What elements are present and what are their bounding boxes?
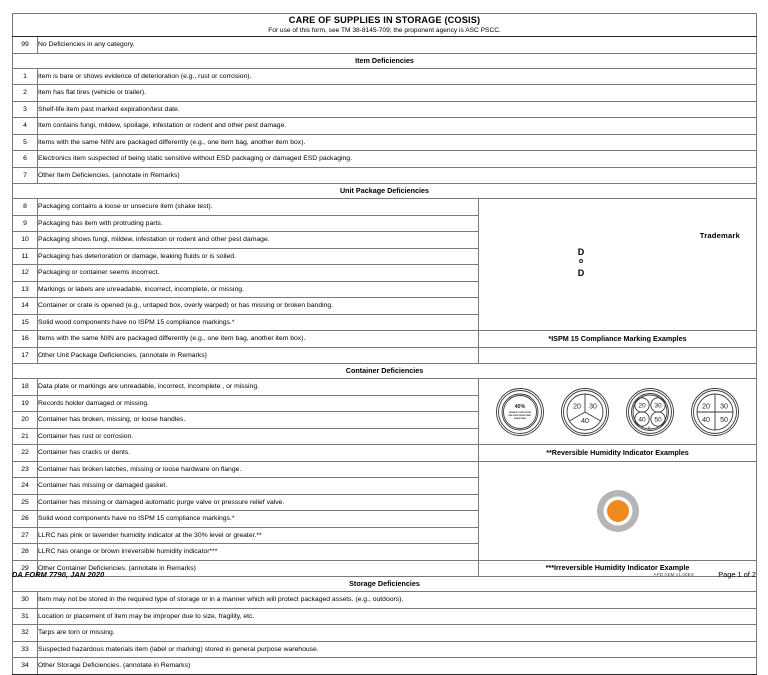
row-description[interactable]: No Deficiencies in any category.: [38, 37, 757, 54]
section-heading: Item Deficiencies: [13, 53, 757, 68]
form-title-cell: [13, 14, 757, 37]
section-heading: Unit Package Deficiencies: [13, 184, 757, 199]
row-number[interactable]: 20: [13, 412, 38, 429]
svg-text:40: 40: [580, 417, 589, 425]
humidity-indicator-2-icon: [556, 387, 614, 437]
row-description[interactable]: Container or crate is opened (e.g., untaped box, overly warped) or has missing or broken banding.: [38, 298, 479, 315]
form-title: CARE OF SUPPLIES IN STORAGE (COSIS): [288, 15, 481, 25]
row-number[interactable]: 16: [13, 331, 38, 348]
row-number[interactable]: 17: [13, 347, 38, 364]
row-number[interactable]: 31: [13, 608, 38, 625]
row-description[interactable]: Packaging has deterioration or damage, leaking fluids or is soiled.: [38, 248, 479, 265]
row-number[interactable]: 34: [13, 658, 38, 675]
form-footer: [12, 570, 756, 584]
row-number[interactable]: 22: [13, 445, 38, 462]
row-description[interactable]: Location or placement of item may be improper due to size, fragility, etc.: [38, 608, 757, 625]
row-description[interactable]: Data plate or markings are unreadable, incorrect, incomplete , or missing.: [38, 379, 479, 396]
row-number[interactable]: 3: [13, 101, 38, 118]
dod-letter-o: o: [578, 258, 584, 265]
row-number[interactable]: 23: [13, 461, 38, 478]
ispm-graphic-panel: [479, 199, 757, 331]
humidity-indicator-4-icon: [686, 387, 744, 437]
row-description[interactable]: Item has flat tires (vehicle or trailer).: [38, 85, 757, 102]
row-number[interactable]: 6: [13, 151, 38, 168]
humidity-indicator-3-icon: [621, 387, 679, 437]
row-number[interactable]: 14: [13, 298, 38, 315]
row-description[interactable]: Suspected hazardous materials item (label or marking) stored in general purpose warehouse.: [38, 641, 757, 658]
graphic-spacer: [479, 347, 757, 364]
row-description[interactable]: Container has missing or damaged automatic purge valve or pressure relief valve.: [38, 494, 479, 511]
row-number[interactable]: 29: [13, 560, 38, 577]
row-description[interactable]: Shelf-life item past marked expiration/test date.: [38, 101, 757, 118]
svg-text:40: 40: [702, 416, 711, 424]
irreversible-humidity-caption: ***Irreversible Humidity Indicator Example: [479, 560, 757, 577]
irreversible-humidity-panel: [479, 461, 757, 560]
section-heading: Storage Deficiencies: [13, 577, 757, 592]
row-description[interactable]: Other Item Deficiencies. (annotate in Remarks): [38, 167, 757, 184]
row-description[interactable]: Items with the same NIIN are packaged differently (e.g., one item bag, another item box).: [38, 134, 757, 151]
row-number[interactable]: 8: [13, 199, 38, 216]
row-description[interactable]: Electronics item suspected of being static sensitive without ESD packaging or damaged ESD packaging.: [38, 151, 757, 168]
row-description[interactable]: Container has cracks or dents.: [38, 445, 479, 462]
row-description[interactable]: Packaging or container seems incorrect.: [38, 265, 479, 282]
row-description[interactable]: Other Container Deficiencies. (annotate in Remarks): [38, 560, 479, 577]
row-number[interactable]: 4: [13, 118, 38, 135]
ispm-caption: *ISPM 15 Compliance Marking Examples: [479, 331, 757, 348]
svg-text:HUMIDITY INDICATOR: HUMIDITY INDICATOR: [508, 411, 531, 414]
row-description[interactable]: LLRC has orange or brown irreversible humidity indicator***: [38, 544, 479, 561]
dod-letter-d-top: D: [577, 246, 585, 257]
row-description[interactable]: Tarps are torn or missing.: [38, 625, 757, 642]
svg-text:20: 20: [572, 403, 581, 410]
reversible-humidity-panel: [479, 379, 757, 445]
row-description[interactable]: Container has broken latches, missing or loose hardware on flange.: [38, 461, 479, 478]
row-description[interactable]: Item may not be stored in the required type of storage or in a manner which will protect packaged assets. (e.g., outdoors).: [38, 592, 757, 609]
row-number[interactable]: 25: [13, 494, 38, 511]
svg-text:30: 30: [720, 403, 729, 410]
row-number[interactable]: 15: [13, 314, 38, 331]
form-id-label: DA FORM 7790, JAN 2020: [12, 570, 105, 579]
reversible-humidity-caption: **Reversible Humidity Indicator Examples: [479, 445, 757, 462]
row-description[interactable]: Item is bare or shows evidence of deterioration (e.g., rust or corrosion).: [38, 68, 757, 85]
page-number-label: Page 1 of 2: [718, 570, 756, 579]
svg-text:20: 20: [702, 403, 711, 410]
row-description[interactable]: Other Storage Deficiencies. (annotate in Remarks): [38, 658, 757, 675]
row-description[interactable]: Packaging has item with protruding parts.: [38, 215, 479, 232]
row-description[interactable]: Container has rust or corrosion.: [38, 428, 479, 445]
dod-mark: [575, 247, 587, 279]
humidity-indicator-1-icon: [491, 387, 549, 437]
row-description[interactable]: Item contains fungi, mildew, spoilage, infestation or rodent and other pest damage.: [38, 118, 757, 135]
apd-version-label: APD AEM v1.00ES: [653, 572, 694, 577]
svg-text:40%: 40%: [514, 403, 525, 410]
svg-text:WHEN PINK: WHEN PINK: [513, 417, 526, 420]
trademark-label: Trademark: [699, 230, 740, 240]
svg-text:REPLACE DESICCANT: REPLACE DESICCANT: [508, 414, 531, 417]
row-number[interactable]: 24: [13, 478, 38, 495]
row-number[interactable]: 2: [13, 85, 38, 102]
row-description[interactable]: LLRC has pink or lavender humidity indicator at the 30% level or greater.**: [38, 527, 479, 544]
row-number[interactable]: 7: [13, 167, 38, 184]
row-number[interactable]: 27: [13, 527, 38, 544]
svg-text:50: 50: [720, 416, 729, 424]
row-description[interactable]: Other Unit Package Deficiencies. (annotate in Remarks): [38, 347, 479, 364]
row-description[interactable]: Markings or labels are unreadable, incorrect, incomplete, or missing.: [38, 281, 479, 298]
svg-text:30: 30: [588, 403, 597, 410]
row-number[interactable]: 11: [13, 248, 38, 265]
row-number[interactable]: 28: [13, 544, 38, 561]
row-number[interactable]: 32: [13, 625, 38, 642]
dod-letter-d-bottom: D: [577, 267, 585, 278]
svg-text:40: 40: [638, 416, 646, 423]
row-number[interactable]: 9: [13, 215, 38, 232]
row-number[interactable]: 99: [13, 37, 38, 54]
row-description[interactable]: Packaging shows fungi, mildew, infestation or rodent and other pest damage.: [38, 232, 479, 249]
row-number[interactable]: 10: [13, 232, 38, 249]
irreversible-humidity-indicator-icon: [595, 488, 641, 534]
row-number[interactable]: 33: [13, 641, 38, 658]
row-description[interactable]: Solid wood components have no ISPM 15 compliance markings.*: [38, 511, 479, 528]
row-description[interactable]: Solid wood components have no ISPM 15 compliance markings.*: [38, 314, 479, 331]
row-number[interactable]: 1: [13, 68, 38, 85]
row-description[interactable]: Records holder damaged or missing.: [38, 395, 479, 412]
row-number[interactable]: 13: [13, 281, 38, 298]
row-number[interactable]: 12: [13, 265, 38, 282]
svg-text:20: 20: [638, 402, 646, 409]
row-number[interactable]: 26: [13, 511, 38, 528]
row-description[interactable]: Container has broken, missing, or loose handles.: [38, 412, 479, 429]
row-description[interactable]: Items with the same NIIN are packaged differently (e.g., one item bag, another item box).: [38, 331, 479, 348]
section-heading: Container Deficiencies: [13, 364, 757, 379]
svg-text:30: 30: [654, 402, 662, 409]
row-number[interactable]: 19: [13, 395, 38, 412]
row-description[interactable]: Container has missing or damaged gasket.: [38, 478, 479, 495]
row-number[interactable]: 21: [13, 428, 38, 445]
row-number[interactable]: 30: [13, 592, 38, 609]
row-number[interactable]: 5: [13, 134, 38, 151]
svg-text:50: 50: [654, 416, 662, 423]
form-subtitle: For use of this form, see TM 38-8145-709; the proponent agency is ASC PSCC.: [268, 27, 501, 34]
row-description[interactable]: Packaging contains a loose or unsecure item (shake test).: [38, 199, 479, 216]
row-number[interactable]: 18: [13, 379, 38, 396]
